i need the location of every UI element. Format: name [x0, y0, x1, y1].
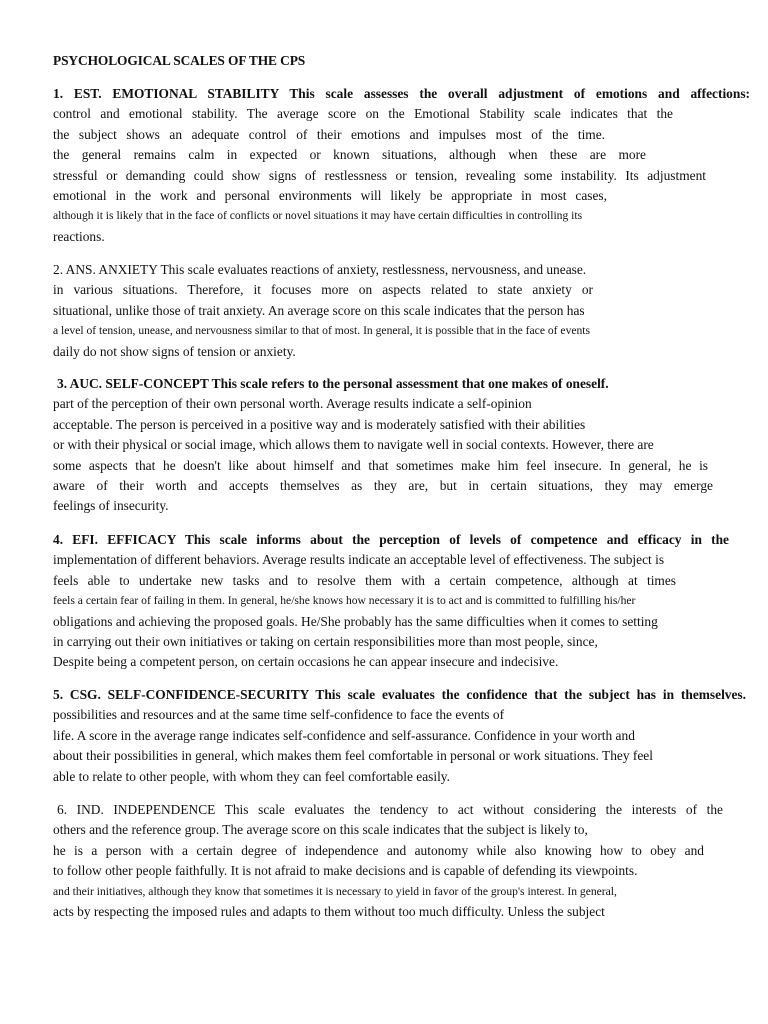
- section-line: reactions.: [53, 228, 105, 244]
- section-heading: 3. AUC. SELF-CONCEPT This scale refers to the personal assessment that one makes of oneself.: [57, 376, 609, 391]
- section-line: a level of tension, unease, and nervousness similar to that of most. In general, it is possible that in the face of events: [53, 324, 591, 338]
- section-line: feels a certain fear of failing in them. In general, he/she knows how necessary it is to act and is committed to fulfilling his/her: [53, 594, 636, 608]
- section-line: feels able to undertake new tasks and to resolve them with a certain competence, although at times: [53, 572, 676, 588]
- section-line: and their initiatives, although they know that sometimes it is necessary to yield in favor of the group's interest. In general,: [53, 884, 617, 898]
- section-line: obligations and achieving the proposed goals. He/She probably has the same difficulties when it comes to setting: [53, 613, 658, 629]
- section-anxiety: [53, 260, 750, 362]
- section-line: some aspects that he doesn't like about himself and that sometimes make him feel insecure. In general, he is: [53, 457, 708, 473]
- section-line: life. A score in the average range indicates self-confidence and self-assurance. Confidence in your worth and: [53, 727, 635, 743]
- section-line: in carrying out their own initiatives or taking on certain responsibilities more than most people, since,: [53, 633, 598, 649]
- section-line: aware of their worth and accepts themselves as they are, but in certain situations, they may emerge: [53, 477, 713, 493]
- document-title: PSYCHOLOGICAL SCALES OF THE CPS: [53, 53, 306, 68]
- section-line: although it is likely that in the face of conflicts or novel situations it may have certain difficulties in controlling its: [53, 209, 583, 223]
- section-heading: 5. CSG. SELF-CONFIDENCE-SECURITY This scale evaluates the confidence that the subject has in themselves.: [53, 687, 746, 702]
- section-line: acts by respecting the imposed rules and adapts to them without too much difficulty. Unless the subject: [53, 903, 605, 919]
- section-line: situational, unlike those of trait anxiety. An average score on this scale indicates that the person has: [53, 302, 585, 318]
- section-line: the subject shows an adequate control of their emotions and impulses most of the time.: [53, 126, 605, 142]
- section-line: daily do not show signs of tension or anxiety.: [53, 343, 296, 359]
- section-line: or with their physical or social image, which allows them to navigate well in social contexts. However, there are: [53, 437, 654, 453]
- section-line: acceptable. The person is perceived in a positive way and is moderately satisfied with their abilities: [53, 416, 586, 432]
- section-line: the general remains calm in expected or known situations, although when these are more: [53, 147, 646, 163]
- section-heading: 1. EST. EMOTIONAL STABILITY This scale assesses the overall adjustment of emotions and affections:: [53, 86, 750, 101]
- section-heading: 6. IND. INDEPENDENCE This scale evaluates the tendency to act without considering the interests of the: [57, 802, 723, 817]
- section-self-confidence-security: [53, 685, 750, 787]
- section-line: control and emotional stability. The average score on the Emotional Stability scale indicates that the: [53, 106, 673, 122]
- section-line: able to relate to other people, with whom they can feel comfortable easily.: [53, 768, 450, 784]
- section-line: emotional in the work and personal environments will likely be appropriate in most cases,: [53, 187, 607, 203]
- section-line: in various situations. Therefore, it focuses more on aspects related to state anxiety or: [53, 282, 593, 298]
- section-self-concept: [53, 374, 750, 517]
- section-heading: 4. EFI. EFFICACY This scale informs about the perception of levels of competence and efficacy in the: [53, 532, 729, 547]
- section-line: others and the reference group. The average score on this scale indicates that the subject is likely to,: [53, 822, 588, 838]
- section-efficacy: [53, 530, 750, 673]
- section-heading: 2. ANS. ANXIETY This scale evaluates reactions of anxiety, restlessness, nervousness, and unease.: [53, 262, 587, 277]
- section-line: about their possibilities in general, which makes them feel comfortable in personal or work situations. They feel: [53, 748, 653, 764]
- section-line: implementation of different behaviors. Average results indicate an acceptable level of effectiveness. The subject is: [53, 552, 665, 568]
- section-line: part of the perception of their own personal worth. Average results indicate a self-opinion: [53, 396, 532, 412]
- section-line: to follow other people faithfully. It is not afraid to make decisions and is capable of defending its viewpoints.: [53, 863, 638, 879]
- section-line: feelings of insecurity.: [53, 498, 169, 514]
- section-independence: [53, 800, 750, 922]
- section-line: Despite being a competent person, on certain occasions he can appear insecure and indecisive.: [53, 654, 559, 670]
- section-line: possibilities and resources and at the same time self-confidence to face the events of: [53, 707, 505, 723]
- section-line: he is a person with a certain degree of independence and autonomy while also knowing how to obey and: [53, 842, 704, 858]
- section-line: stressful or demanding could show signs of restlessness or tension, revealing some instability. Its adjustment: [53, 167, 706, 183]
- section-emotional-stability: [53, 84, 750, 247]
